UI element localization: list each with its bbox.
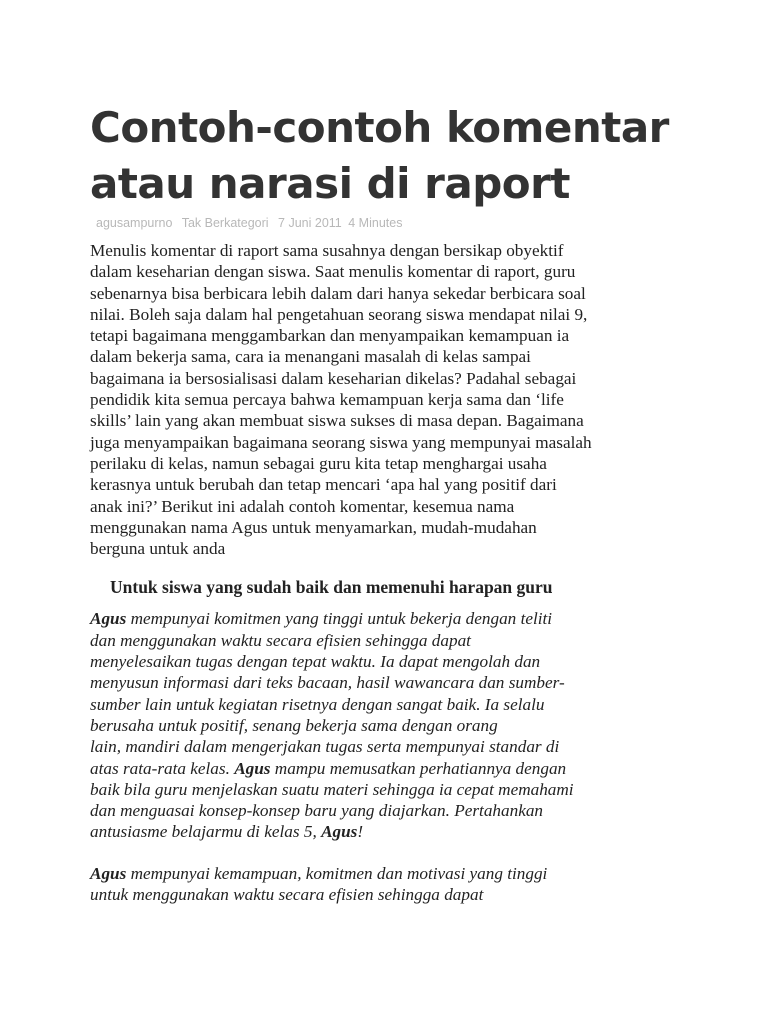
student-name: Agus — [90, 863, 127, 883]
section-heading: Untuk siswa yang sudah baik dan memenuhi harapan guru — [110, 577, 553, 598]
comment-punctuation: ! — [357, 822, 364, 842]
comment-text: mempunyai kemampuan, komitmen dan motivasi yang tinggi untuk menggunakan waktu secara efisien sehingga dapat — [90, 863, 548, 905]
student-name: Agus — [234, 758, 271, 778]
article-meta — [96, 216, 680, 230]
category-link[interactable]: Tak Berkategori — [181, 216, 269, 230]
article — [90, 100, 680, 905]
student-name: Agus — [90, 609, 127, 629]
author-link[interactable]: agusampurno — [96, 216, 173, 230]
student-name: Agus — [321, 822, 358, 842]
intro-paragraph: Menulis komentar di raport sama susahnya dengan bersikap obyektif dalam keseharian dengan siswa. Saat menulis komentar di raport, guru sebenarnya bisa berbicara lebih dalam dari hanya sekedar berbicara soal nilai. Boleh saja dalam hal pengetahuan seorang siswa mendapat nilai 9, tetapi bagaimana menggambarkan dan menyampaikan kemampuan ia dalam bekerja sama, cara ia menangani masalah di kelas sampai bagaimana ia bersosialisasi dalam keseharian dikelas? Padahal sebagai pendidik kita semua percaya bahwa kemampuan kerja sama dan ‘life skills’ lain yang akan membuat siswa sukses di masa depan. Bagaimana juga menyampaikan bagaimana seorang siswa yang mempunyai masalah perilaku di kelas, namun sebagai guru kita tetap menghargai usaha kerasnya untuk berubah dan tetap mencari ‘apa hal yang positif dari anak ini?’ Berikut ini adalah contoh komentar, kesemua nama menggunakan nama Agus untuk menyamarkan, mudah-mudahan berguna untuk anda — [90, 241, 592, 559]
comment-example-2 — [90, 863, 680, 906]
comment-text: mempunyai komitmen yang tinggi untuk bekerja dengan teliti dan menggunakan waktu secara efisien sehingga dapat menyelesaikan tugas dengan tepat waktu. Ia dapat mengolah dan menyusun informasi dari teks bacaan, hasil wawancara dan sumber- sumber lain untuk kegiatan risetnya dengan sangat baik. Ia selalu berusaha untuk positif, senang bekerja sama dengan orang lain, mandiri dalam mengerjakan tugas serta mempunyai standar di atas rata-rata kelas. — [90, 609, 565, 778]
article-title: Contoh-contoh komentar atau narasi di raport — [90, 103, 669, 208]
read-time: 4 Minutes — [348, 216, 403, 230]
post-date[interactable]: 7 Juni 2011 — [278, 216, 342, 230]
comment-text: mampu memusatkan perhatiannya dengan baik bila guru menjelaskan suatu materi sehingga ia cepat memahami dan menguasai konsep-konsep baru yang diajarkan. Pertahankan antusiasme belajarmu di kelas 5, — [90, 758, 574, 842]
comment-example-1 — [90, 608, 680, 842]
